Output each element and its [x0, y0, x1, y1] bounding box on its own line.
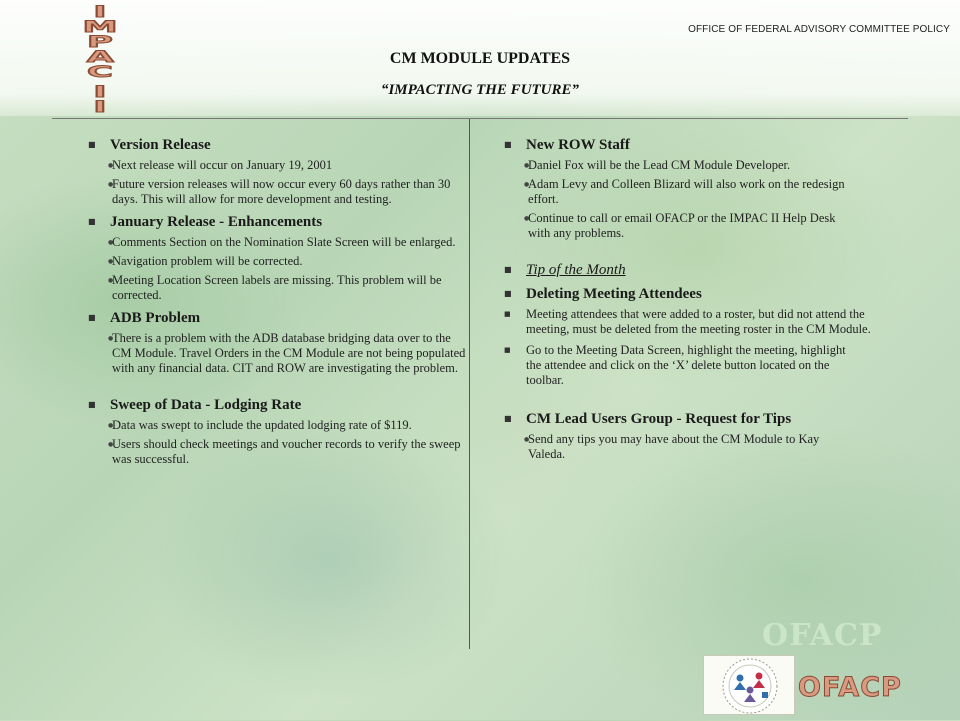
dot-bullet-icon: ● — [108, 277, 114, 284]
paragraph-text: Go to the Meeting Data Screen, highlight the meeting, highlight the attendee and click on the ‘X’ delete button located on the toolbar. — [526, 343, 846, 387]
paragraph — [502, 307, 892, 337]
column-divider — [469, 119, 470, 649]
list-item — [502, 432, 892, 462]
tip-heading: Tip of the Month — [526, 262, 626, 278]
square-bullet-icon: ■ — [88, 217, 96, 226]
dot-bullet-icon: ● — [108, 239, 114, 246]
logo-letter: M — [82, 17, 118, 36]
ofacp-seal-logo — [703, 655, 795, 715]
section-new-row-staff — [502, 136, 892, 241]
list-item-text: Data was swept to include the updated lodging rate of $119. — [112, 418, 412, 432]
square-bullet-icon: ■ — [88, 313, 96, 322]
list-item — [86, 273, 466, 303]
list-item — [86, 254, 466, 269]
section-deleting-attendees — [502, 285, 892, 388]
paragraph-text: Meeting attendees that were added to a roster, but did not attend the meeting, must be deleted from the meeting roster in the CM Module. — [526, 307, 871, 336]
section-adb-problem — [86, 309, 466, 376]
dot-bullet-icon: ● — [524, 181, 530, 188]
list-item-text: Users should check meetings and voucher records to verify the sweep was successful. — [112, 437, 461, 466]
square-bullet-icon: ■ — [504, 289, 512, 298]
square-bullet-icon: ■ — [504, 346, 511, 354]
logo-letter: I — [93, 2, 107, 21]
dot-bullet-icon: ● — [524, 162, 530, 169]
header-banner — [0, 0, 960, 116]
list-item-text: Next release will occur on January 19, 2001 — [112, 158, 333, 172]
ofacp-logo: OFACP — [798, 672, 902, 703]
page-title: CM MODULE UPDATES — [389, 50, 571, 67]
square-bullet-icon: ■ — [504, 414, 512, 423]
square-bullet-icon: ■ — [504, 310, 511, 318]
square-bullet-icon: ■ — [88, 140, 96, 149]
list-item — [86, 158, 466, 173]
section-heading: New ROW Staff — [526, 137, 630, 153]
section-cm-lead-users — [502, 410, 892, 462]
list-item — [502, 177, 892, 207]
logo-letter: I — [93, 97, 107, 116]
list-item — [86, 177, 466, 207]
section-heading: ADB Problem — [110, 310, 201, 326]
section-heading: January Release - Enhancements — [110, 214, 323, 230]
dot-bullet-icon: ● — [524, 215, 530, 222]
list-item-text: Daniel Fox will be the Lead CM Module Developer. — [528, 158, 791, 172]
office-name: OFFICE OF FEDERAL ADVISORY COMMITTEE POLICY — [688, 24, 950, 35]
dot-bullet-icon: ● — [108, 335, 114, 342]
section-heading: Version Release — [110, 137, 211, 153]
logo-letter: P — [87, 32, 113, 51]
section-heading: CM Lead Users Group - Request for Tips — [526, 411, 792, 427]
list-item-text: Send any tips you may have about the CM Module to Kay Valeda. — [528, 432, 820, 461]
square-bullet-icon: ■ — [88, 400, 96, 409]
dot-bullet-icon: ● — [108, 422, 114, 429]
logo-letter: I — [93, 82, 107, 101]
section-january-release — [86, 213, 466, 303]
section-version-release — [86, 136, 466, 207]
list-item — [86, 418, 466, 433]
list-item — [502, 158, 892, 173]
list-item-text: Comments Section on the Nomination Slate Screen will be enlarged. — [112, 235, 456, 249]
list-item — [86, 331, 466, 376]
section-heading: Deleting Meeting Attendees — [526, 286, 702, 302]
section-sweep-of-data — [86, 396, 466, 467]
right-column — [502, 136, 892, 466]
list-item-text: Navigation problem will be corrected. — [112, 254, 303, 268]
square-bullet-icon: ■ — [504, 265, 512, 274]
list-item-text: Future version releases will now occur every 60 days rather than 30 days. This will allow for more development and testing. — [112, 177, 451, 206]
seal-graphic — [704, 656, 796, 716]
list-item-text: Continue to call or email OFACP or the IMPAC II Help Desk with any problems. — [528, 211, 836, 240]
list-item-text: Meeting Location Screen labels are missing. This problem will be corrected. — [112, 273, 442, 302]
logo-letter: A — [86, 47, 114, 66]
dot-bullet-icon: ● — [108, 441, 114, 448]
list-item — [502, 211, 892, 241]
dot-bullet-icon: ● — [108, 258, 114, 265]
dot-bullet-icon: ● — [108, 181, 114, 188]
list-item — [86, 437, 466, 467]
section-tip-of-month — [502, 261, 892, 279]
left-column — [86, 136, 466, 471]
list-item-text: Adam Levy and Colleen Blizard will also work on the redesign effort. — [528, 177, 845, 206]
paragraph — [502, 343, 892, 388]
ofacp-watermark: OFACP — [762, 618, 883, 653]
section-heading: Sweep of Data - Lodging Rate — [110, 397, 302, 413]
logo-letter: C — [87, 62, 113, 81]
dot-bullet-icon: ● — [108, 162, 114, 169]
list-item — [86, 235, 466, 250]
header-divider — [52, 118, 908, 119]
list-item-text: There is a problem with the ADB database bridging data over to the CM Module. Travel Orders in the CM Module are not being populated with any financial data. CIT and ROW are investigating the problem. — [112, 331, 466, 375]
square-bullet-icon: ■ — [504, 140, 512, 149]
dot-bullet-icon: ● — [524, 436, 530, 443]
page-subtitle: “IMPACTING THE FUTURE” — [380, 82, 580, 98]
